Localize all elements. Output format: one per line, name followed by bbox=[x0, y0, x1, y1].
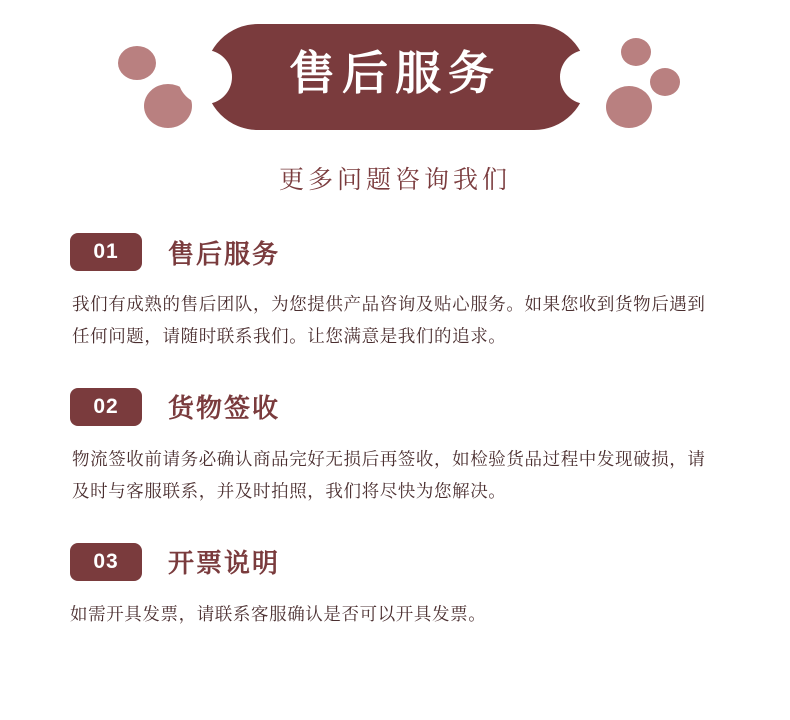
section-header bbox=[70, 542, 720, 582]
section-title: 货物签收 bbox=[168, 393, 281, 424]
section-body-text: 物流签收前请务必确认商品完好无损后再签收，如检验货品过程中发现破损，请及时与客服联系，并及时拍照，我们将尽快为您解决。 bbox=[72, 448, 706, 502]
page-title: 售后服务 bbox=[289, 47, 501, 99]
section-number-badge: 02 bbox=[70, 388, 142, 426]
section-body-text: 我们有成熟的售后团队，为您提供产品咨询及贴心服务。如果您收到货物后遇到任何问题，请随时联系我们。让您满意是我们的追求。 bbox=[72, 294, 706, 347]
page-banner bbox=[0, 0, 790, 150]
section-item bbox=[0, 542, 790, 630]
section-number-badge: 03 bbox=[70, 543, 142, 581]
section-body-text: 如需开具发票，请联系客服确认是否可以开具发票。 bbox=[70, 603, 487, 624]
section-number-badge: 01 bbox=[70, 233, 142, 271]
page-subtitle: 更多问题咨询我们 bbox=[278, 166, 511, 194]
section-header bbox=[70, 387, 720, 427]
section-item bbox=[0, 387, 790, 508]
section-title: 开票说明 bbox=[168, 548, 281, 578]
sections-list bbox=[0, 232, 790, 630]
section-header bbox=[70, 232, 720, 272]
section-title: 售后服务 bbox=[168, 238, 281, 269]
section-item bbox=[0, 232, 790, 353]
